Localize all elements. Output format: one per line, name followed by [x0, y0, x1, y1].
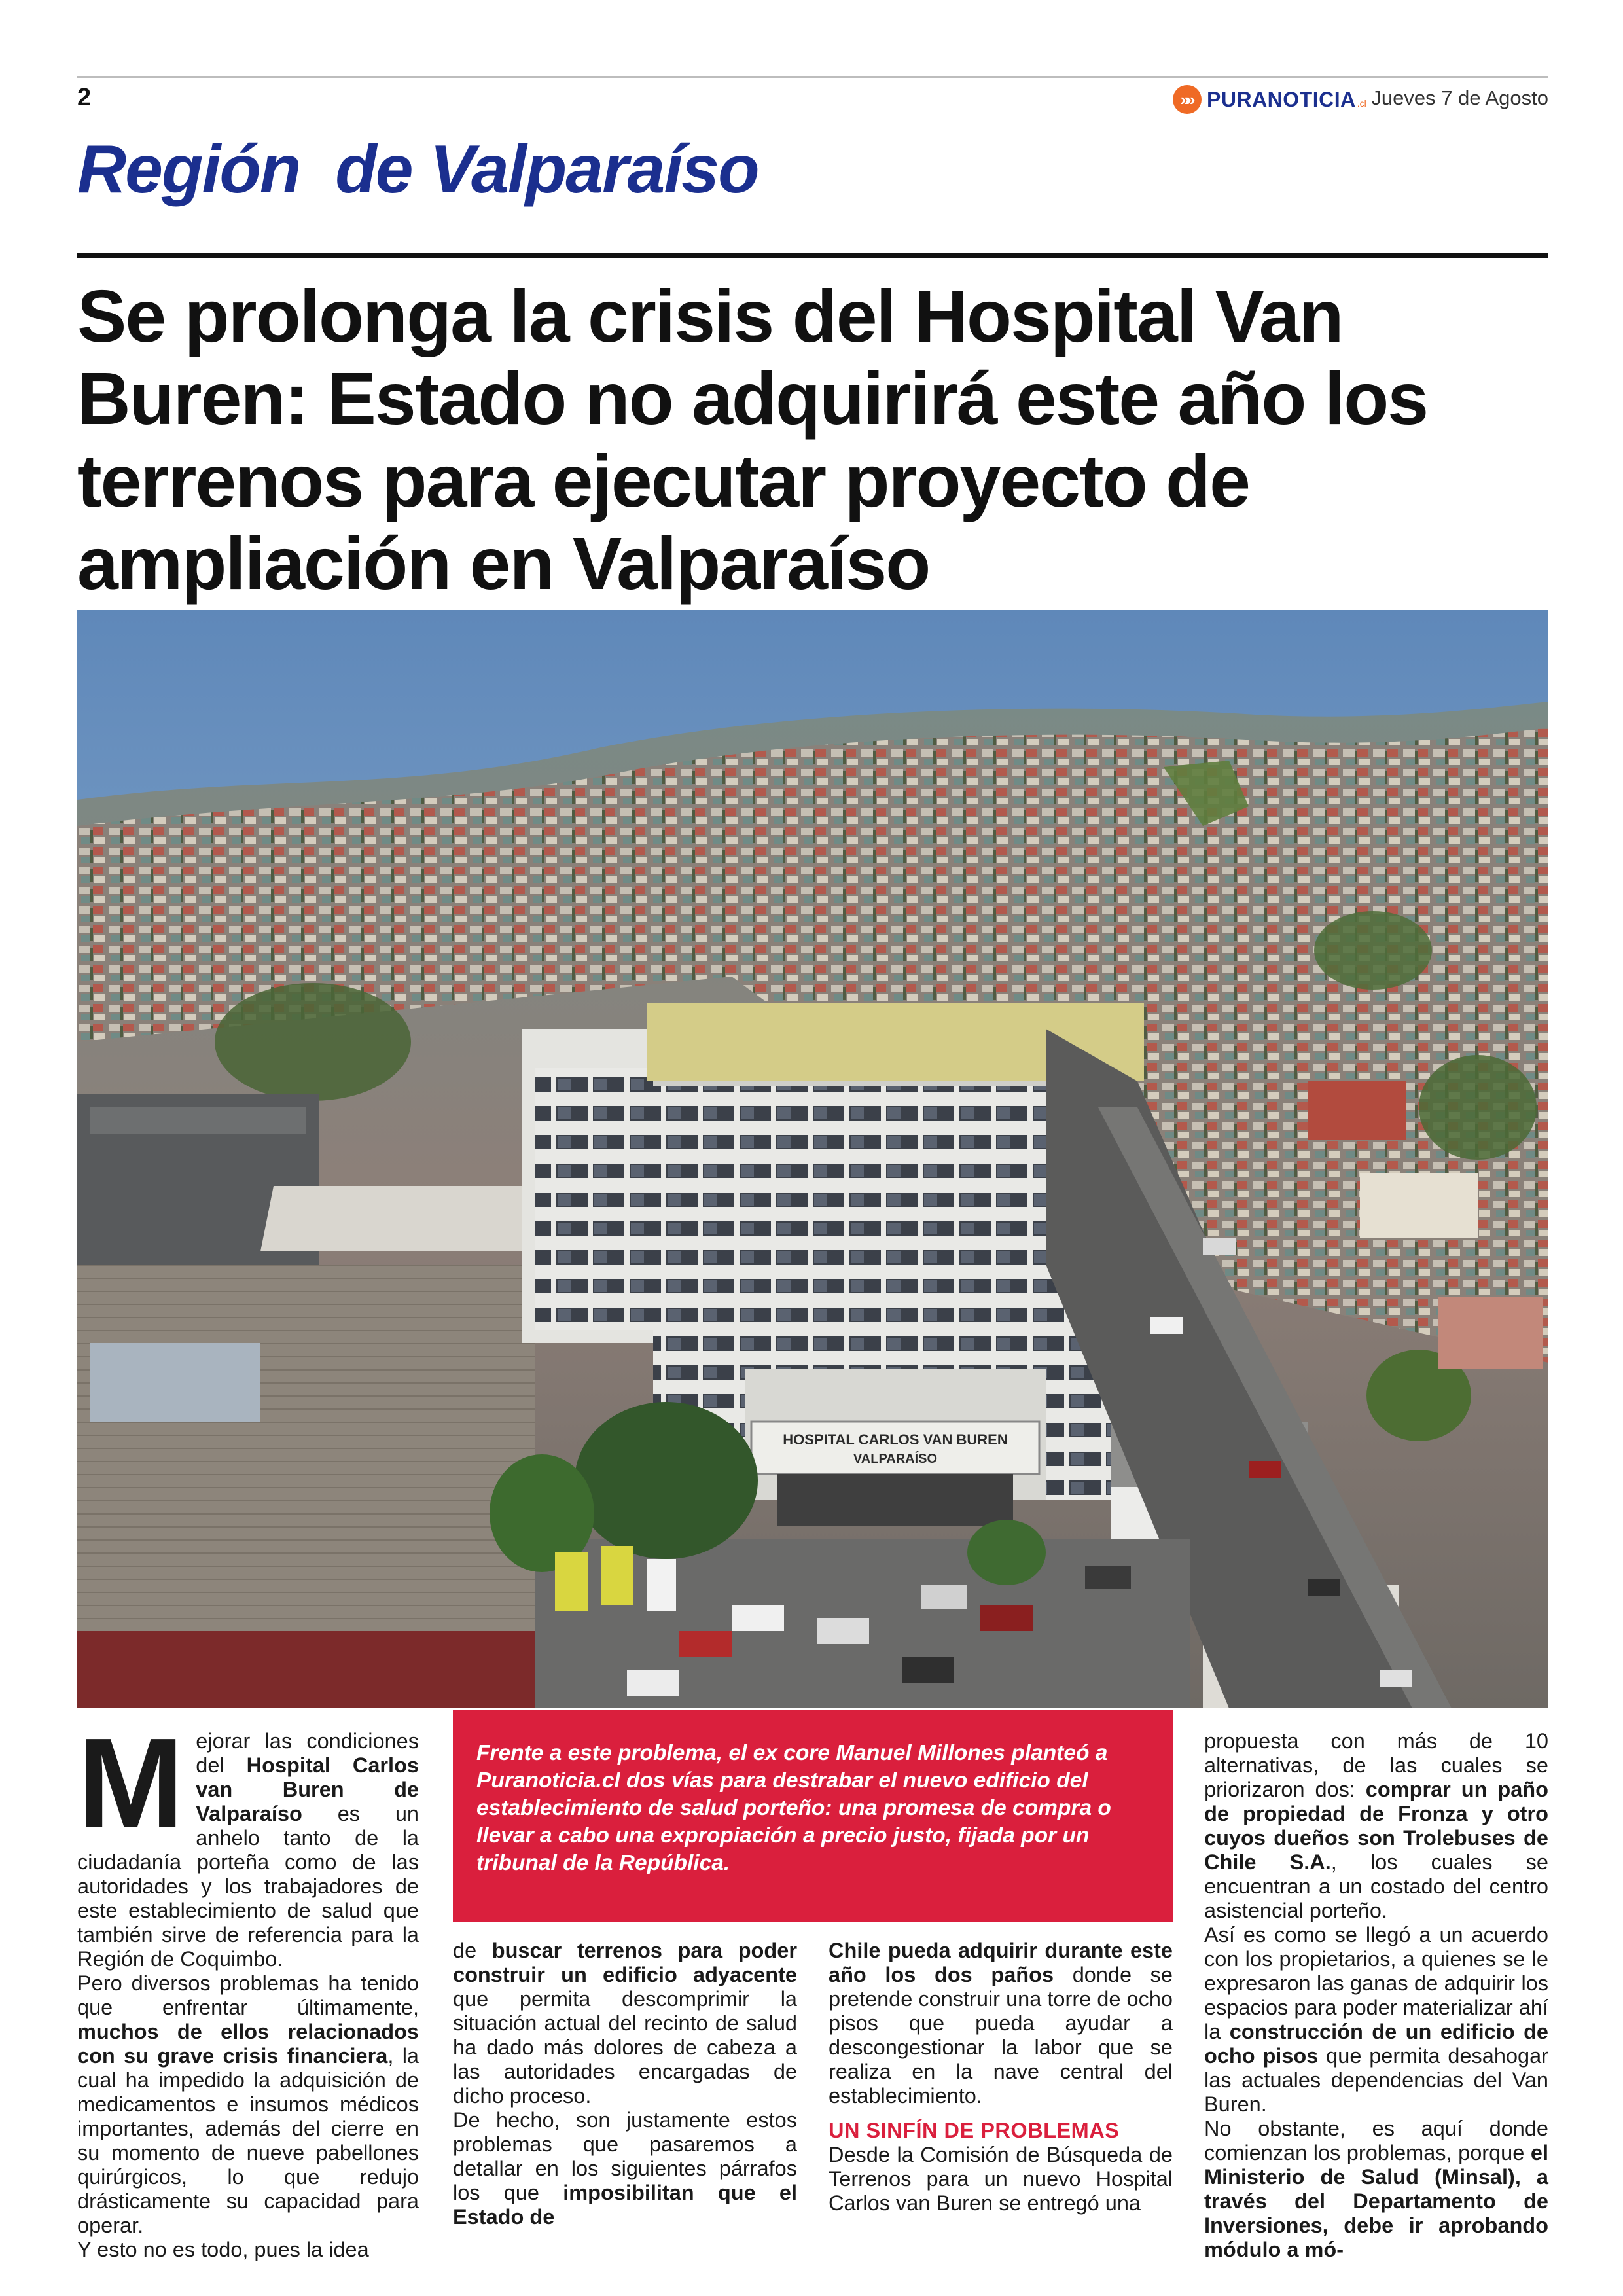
article-column-3: Chile pueda adquirir durante este año los dos paños donde se pretende construir una torre de ocho pisos que pueda ayudar a descongestionar la labor que se realiza en la nave central del establecimiento. UN SINFÍN DE PROBLEMAS Desde la Comisión de Búsqueda de Terrenos para un nuevo Hospital Carlos van Buren se entregó una	[829, 1939, 1173, 2215]
puranoticia-logo[interactable]	[1173, 85, 1366, 114]
logo-suffix: .cl	[1357, 98, 1366, 109]
article-column-4: propuesta con más de 10 alternativas, de las cuales se priorizaron dos: comprar un paño de propiedad de Fronza y otro cuyos dueños son Trolebuses de Chile S.A., los cuales se encuentran a un costado del centro asistencial porteño. Así es como se llegó a un acuerdo con los propietarios, a quienes se le expresaron las ganas de adquirir los espacios para poder materializar ahí la construcción de un edificio de ocho pisos que permita desahogar las actuales dependencias del Van Buren. No obstante, es aquí donde comienzan los problemas, porque el Ministerio de Salud (Minsal), a través del Departamento de Inversiones, debe ir aprobando módulo a mó-	[1204, 1729, 1549, 2261]
logo-text: PURANOTICIA	[1207, 87, 1356, 111]
article-column-1: Mejorar las condiciones del Hospital Carlos van Buren de Valparaíso es un anhelo tanto de la ciudadanía porteña como de las autoridades y los trabajadores de este establecimiento de salud que también sirve de referencia para la Región de Coquimbo. Pero diversos problemas ha tenido que enfrentar últimamente, muchos de ellos relacionados con su grave crisis financiera, la cual ha impedido la adquisición de medicamentos e insumos médicos importantes, además del cierre en su momento de nueve pabellones quirúrgicos, lo que redujo drásticamente su capacidad para operar. Y esto no es todo, pues la idea	[77, 1712, 419, 2261]
drop-cap: M	[77, 1712, 185, 1855]
top-rule	[77, 76, 1548, 78]
pull-quote: Frente a este problema, el ex core Manuel Millones planteó a Puranoticia.cl dos vías para destrabar el nuevo edificio del establecimiento de salud porteño: una promesa de compra o llevar a cabo una expropiación a precio justo, fijada por un tribunal de la República.	[453, 1710, 1173, 1922]
section-rule	[77, 253, 1548, 258]
building-sign-line2: VALPARAÍSO	[853, 1452, 938, 1466]
article-headline: Se prolonga la crisis del Hospital Van Buren: Estado no adquirirá este año los terrenos para ejecutar proyecto de ampliación en Valparaíso	[77, 275, 1428, 605]
hospital-aerial-photo	[77, 610, 1548, 1708]
building-sign-line1: HOSPITAL CARLOS VAN BUREN	[783, 1431, 1008, 1448]
section-title: Región de Valparaíso	[77, 132, 758, 207]
issue-date: Jueves 7 de Agosto	[1371, 86, 1548, 109]
article-column-2: de buscar terrenos para poder construir un edificio adyacente que permita descomprimir la situación actual del recinto de salud ha dado más dolores de cabeza a las autoridades encargadas de dicho proceso. De hecho, son justamente estos problemas que pasaremos a detallar en los siguientes párrafos los que imposibilitan que el Estado de	[453, 1939, 797, 2229]
subheading: UN SINFÍN DE PROBLEMAS	[829, 2119, 1120, 2142]
page-number: 2	[77, 84, 92, 111]
chevrons-icon: »»	[1173, 85, 1202, 114]
